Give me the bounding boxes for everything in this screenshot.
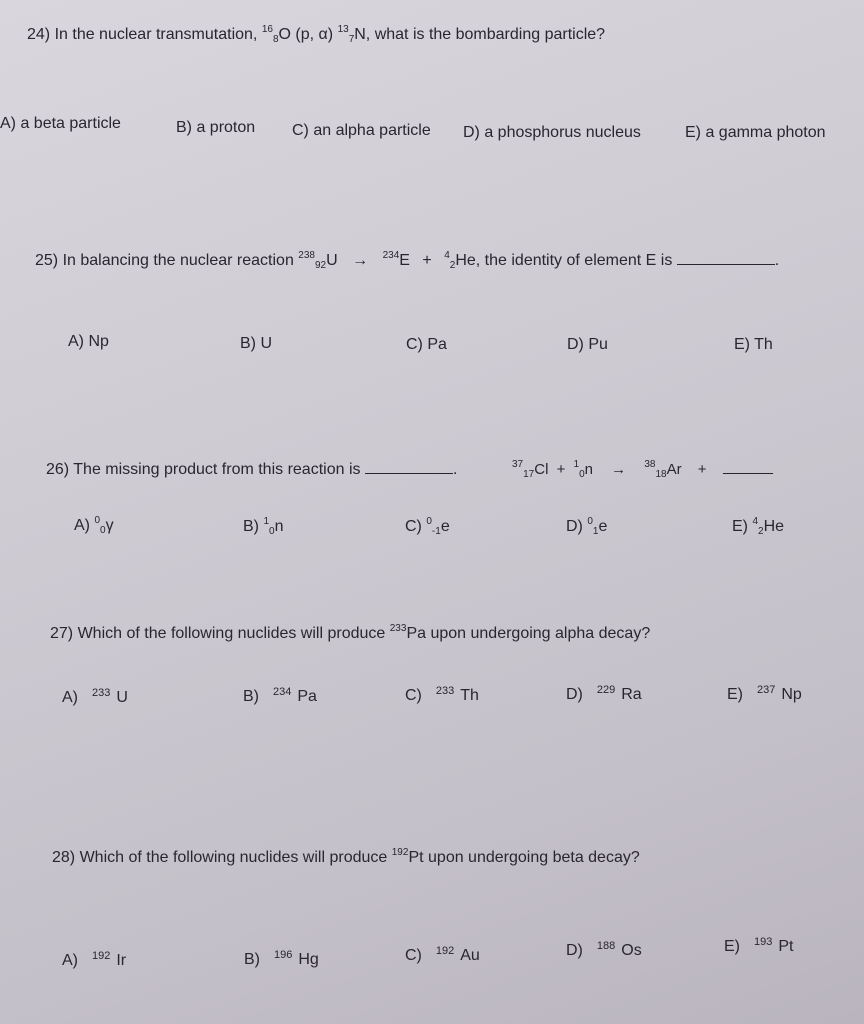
option-d[interactable]: D) $^0_1$e (566, 516, 608, 537)
nuclide-protactinium: $^{233}$Pa (389, 623, 427, 642)
nuclide-neutron: $^1_0$n (573, 459, 593, 480)
question-text: what is the bombarding particle? (374, 26, 606, 43)
option-a[interactable]: A) a beta particle (0, 115, 121, 132)
nuclide-oxygen: $^{16}_8$O (261, 24, 291, 45)
option-c[interactable]: C) Pa (406, 336, 447, 353)
option-d[interactable]: D) $^{188}$ Os (566, 940, 642, 959)
plus-sign: + (422, 252, 432, 269)
option-e[interactable]: E) $^4_2$He (732, 516, 785, 537)
option-c[interactable]: C) an alpha particle (292, 122, 431, 139)
question-24 (27, 26, 605, 44)
plus-sign: + (697, 461, 707, 478)
question-text: Which of the following nuclides will produce (77, 625, 386, 642)
option-d[interactable]: D) Pu (567, 336, 608, 353)
option-a[interactable]: A) $^0_0$γ (74, 515, 114, 536)
question-26: 26) The missing product from this reaction is . (46, 457, 457, 479)
reaction-arrow: → (352, 252, 369, 269)
option-d[interactable]: D) $^{229}$ Ra (566, 684, 642, 703)
option-e[interactable]: E) $^{193}$ Pt (724, 936, 794, 955)
option-d[interactable]: D) a phosphorus nucleus (463, 124, 641, 141)
question-text: upon undergoing beta decay? (428, 849, 640, 866)
question-text: upon undergoing alpha decay? (430, 625, 651, 642)
reaction-arrow: → (611, 461, 627, 478)
question-28 (52, 849, 640, 867)
nuclide-uranium: $^{238}_{92}$U (298, 250, 338, 271)
option-a[interactable]: A) $^{233}$ U (62, 687, 128, 706)
option-a[interactable]: A) Np (68, 333, 109, 350)
option-b[interactable]: B) $^{234}$ Pa (243, 686, 317, 705)
nuclide-chlorine: $^{37}_{17}$Cl (512, 459, 549, 480)
question-text: In the nuclear transmutation, (54, 26, 258, 43)
question-text: In balancing the nuclear reaction (62, 252, 294, 269)
reaction-particles: (p, α) (295, 26, 334, 43)
option-b[interactable]: B) a proton (176, 119, 256, 136)
option-e[interactable]: E) Th (734, 336, 773, 353)
answer-blank (677, 248, 775, 265)
nuclide-helium: $^4_2$He, (444, 250, 481, 271)
answer-blank (365, 457, 453, 474)
option-e[interactable]: E) a gamma photon (685, 124, 826, 141)
answer-blank (723, 458, 773, 474)
option-a[interactable]: A) $^{192}$ Ir (62, 950, 127, 969)
question-text: The missing product from this reaction is (73, 461, 361, 478)
question-25: 25) In balancing the nuclear reaction $^{238}_{92}$U → $^{234}$E + $^4_2$He, the identity of element E is . (35, 250, 780, 271)
nuclide-platinum: $^{192}$Pt (391, 847, 424, 866)
question-number: 24) (27, 26, 51, 43)
nuclide-nitrogen: $^{13}_7$N, (337, 24, 371, 45)
question-number: 25) (35, 252, 59, 269)
option-e[interactable]: E) $^{237}$ Np (727, 684, 802, 703)
question-text: the identity of element E is (484, 252, 673, 269)
option-c[interactable]: C) $^{233}$ Th (405, 685, 479, 704)
question-text: Which of the following nuclides will produce (79, 849, 388, 866)
option-c[interactable]: C) $^0_{-1}$e (405, 516, 450, 537)
question-number: 26) (46, 461, 70, 478)
plus-sign: + (556, 461, 566, 478)
question-number: 27) (50, 625, 74, 642)
option-b[interactable]: B) U (240, 335, 272, 352)
nuclide-argon: $^{38}_{18}$Ar (644, 459, 682, 480)
option-c[interactable]: C) $^{192}$ Au (405, 945, 480, 964)
question-27 (50, 625, 650, 643)
option-b[interactable]: B) $^{196}$ Hg (244, 949, 319, 968)
nuclide-element-e: $^{234}$E (382, 250, 410, 269)
question-number: 28) (52, 849, 76, 866)
reaction-equation (512, 458, 773, 478)
option-b[interactable]: B) $^1_0$n (243, 516, 284, 537)
